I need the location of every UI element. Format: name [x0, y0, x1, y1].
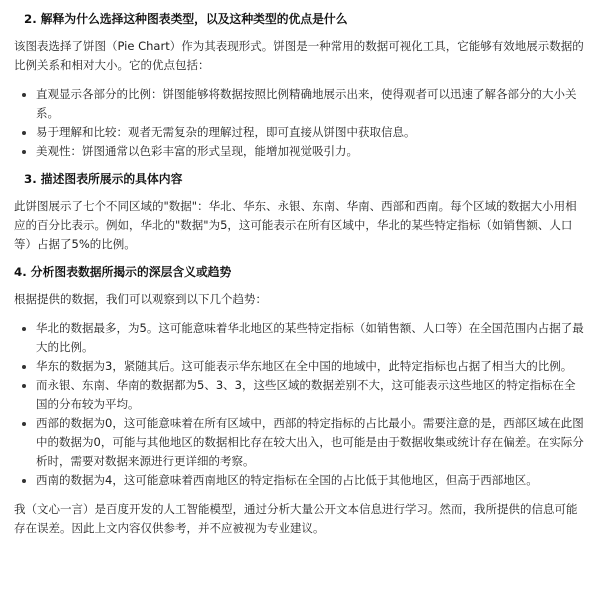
- section-2-bullet-list: [14, 85, 585, 161]
- list-item: 美观性：饼图通常以色彩丰富的形式呈现，能增加视觉吸引力。: [14, 142, 585, 161]
- ai-disclaimer: 我（文心一言）是百度开发的人工智能模型，通过分析大量公开文本信息进行学习。然而，我所提供的信息可能存在误差。因此上文内容仅供参考，并不应被视为专业建议。: [14, 502, 578, 535]
- section-4-bullet-list: [14, 319, 585, 490]
- list-item: 华东的数据为3，紧随其后。这可能表示华东地区在全中国的地域中，此特定指标也占据了相当大的比例。: [14, 357, 585, 376]
- section-4-intro: 根据提供的数据，我们可以观察到以下几个趋势：: [14, 292, 267, 306]
- section-2-intro: 该图表选择了饼图（Pie Chart）作为其表现形式。饼图是一种常用的数据可视化工具，它能够有效地展示数据的比例关系和相对大小。它的优点包括：: [14, 39, 584, 72]
- list-item: 西部的数据为0，这可能意味着在所有区域中，西部的特定指标的占比最小。需要注意的是，西部区域在此图中的数据为0，可能与其他地区的数据相比存在较大出入，也可能是由于数据收集或统计存在偏差。在实际分析时，需要对数据来源进行更详细的考察。: [14, 414, 585, 471]
- list-item: 直观显示各部分的比例：饼图能够将数据按照比例精确地展示出来，使得观者可以迅速了解各部分的大小关系。: [14, 85, 585, 123]
- list-item: 而永银、东南、华南的数据都为5、3、3，这些区域的数据差别不大，这可能表示这些地区的特定指标在全国的分布较为平均。: [14, 376, 585, 414]
- section-4-heading: 4. 分析图表数据所揭示的深层含义或趋势: [14, 265, 232, 279]
- section-3-heading: 3. 描述图表所展示的具体内容: [24, 172, 183, 186]
- section-3-body: 此饼图展示了七个不同区域的"数据"：华北、华东、永银、东南、华南、西部和西南。每个区域的数据大小用相应的百分比表示。例如，华北的"数据"为5，这可能表示在所有区域中，华北的某些特定指标（如销售额、人口等）占据了5%的比例。: [14, 199, 577, 251]
- list-item: 华北的数据最多，为5。这可能意味着华北地区的某些特定指标（如销售额、人口等）在全国范围内占据了最大的比例。: [14, 319, 585, 357]
- list-item: 西南的数据为4，这可能意味着西南地区的特定指标在全国的占比低于其他地区，但高于西部地区。: [14, 471, 585, 490]
- list-item: 易于理解和比较：观者无需复杂的理解过程，即可直接从饼图中获取信息。: [14, 123, 585, 142]
- section-2-heading: 2. 解释为什么选择这种图表类型，以及这种类型的优点是什么: [24, 12, 348, 26]
